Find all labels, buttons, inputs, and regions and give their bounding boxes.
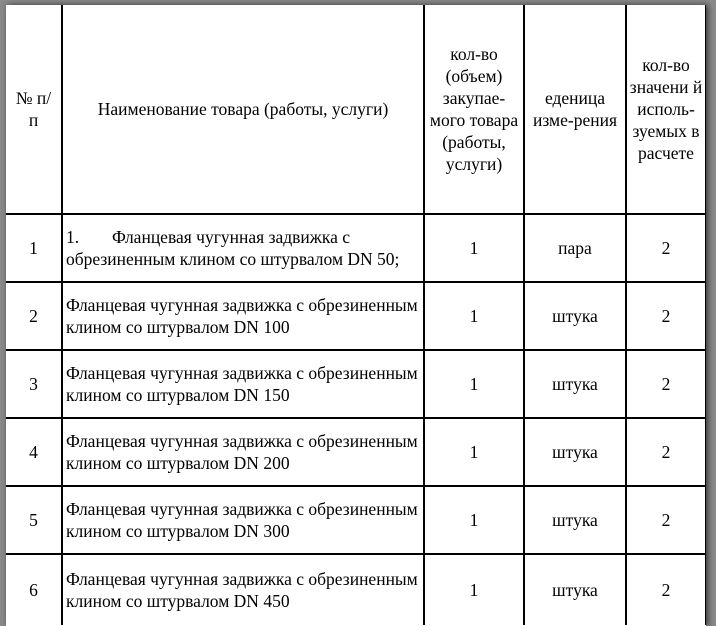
row-qty: 1 [424,214,524,282]
row-qty: 1 [424,554,524,625]
goods-table [6,5,706,625]
table-row [6,282,706,350]
row-qty: 1 [424,350,524,418]
row-name: Фланцевая чугунная задвижка с обрезиненным клином со штурвалом DN 300 [62,486,424,554]
header-qty: кол-во (объем) закупае-мого товара (работы, услуги) [424,5,524,214]
row-num: 5 [6,486,62,554]
row-num: 1 [6,214,62,282]
header-name: Наименование товара (работы, услуги) [62,5,424,214]
row-count: 2 [626,282,706,350]
row-count: 2 [626,418,706,486]
row-name: Фланцевая чугунная задвижка с обрезиненным клином со штурвалом DN 100 [62,282,424,350]
row-qty: 1 [424,282,524,350]
document-page [6,5,706,626]
row-name: Фланцевая чугунная задвижка с обрезиненным клином со штурвалом DN 200 [62,418,424,486]
row-unit: штука [524,554,626,625]
row-qty: 1 [424,486,524,554]
row-unit: штука [524,486,626,554]
row-unit: штука [524,350,626,418]
row-num: 4 [6,418,62,486]
table-header-row [6,5,706,214]
row-count: 2 [626,486,706,554]
row-num: 6 [6,554,62,625]
table-row [6,418,706,486]
table-row [6,350,706,418]
header-num: № п/п [6,5,62,214]
header-count: кол-во значени й исполь-зуемых в расчете [626,5,706,214]
row-prefix: 1. [66,227,80,247]
row-unit: пара [524,214,626,282]
row-unit: штука [524,418,626,486]
header-unit: еденица изме-рения [524,5,626,214]
row-name [62,214,424,282]
row-name: Фланцевая чугунная задвижка с обрезиненным клином со штурвалом DN 450 [62,554,424,625]
row-num: 3 [6,350,62,418]
row-qty: 1 [424,418,524,486]
row-count: 2 [626,214,706,282]
row-name: Фланцевая чугунная задвижка с обрезиненным клином со штурвалом DN 150 [62,350,424,418]
table-row [6,214,706,282]
row-unit: штука [524,282,626,350]
table-row [6,554,706,625]
row-count: 2 [626,554,706,625]
row-count: 2 [626,350,706,418]
row-num: 2 [6,282,62,350]
table-row [6,486,706,554]
row-name-text: Фланцевая чугунная задвижка с обрезиненным клином со штурвалом DN 50; [66,227,400,269]
